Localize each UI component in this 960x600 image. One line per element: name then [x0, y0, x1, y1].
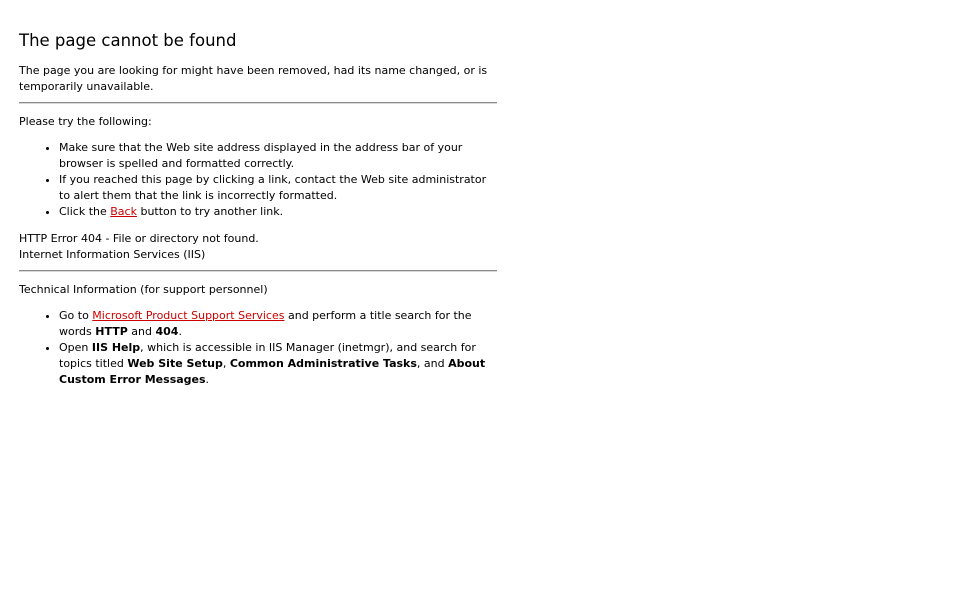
- tech-help-and: , and: [416, 357, 449, 370]
- error-code: HTTP Error 404 - File or directory not found.: [19, 232, 259, 245]
- suggestion-go-back-post: button to try another link.: [136, 205, 284, 218]
- tech-support-and: and: [127, 325, 156, 338]
- error-page: [19, 30, 497, 399]
- tech-help-end: .: [205, 373, 210, 386]
- suggestion-check-address: • Make sure that the Web site address displayed in the address bar of your browser is spelled and formatted correctly.: [59, 140, 497, 172]
- suggestion-go-back-pre: Click the: [59, 205, 111, 218]
- suggestion-go-back: [59, 204, 497, 220]
- intro-text: The page you are looking for might have been removed, had its name changed, or is temporarily unavailable.: [19, 64, 488, 93]
- tech-help-mid: , which is accessible in IIS Manager (inetmgr), and search for topics titled: [59, 341, 476, 370]
- tech-support-mid: and perform a title search for the words: [59, 309, 472, 338]
- tech-item-support: [59, 308, 497, 340]
- try-heading: Please try the following:: [19, 115, 152, 128]
- tech-support-end: .: [178, 325, 182, 338]
- keyword-common-admin-tasks: Common Administrative Tasks: [229, 357, 417, 370]
- server-name: Internet Information Services (IIS): [19, 248, 206, 261]
- tech-support-pre: Go to: [59, 309, 93, 322]
- divider-bottom: [19, 270, 497, 272]
- keyword-iis-help: IIS Help: [91, 341, 141, 354]
- back-link[interactable]: Back: [110, 205, 137, 218]
- divider-top: [19, 102, 497, 104]
- keyword-404: 404: [155, 325, 179, 338]
- suggestion-list: [19, 140, 497, 220]
- keyword-custom-error-messages: About Custom Error Messages: [59, 357, 486, 386]
- tech-item-iis-help: [59, 340, 497, 388]
- keyword-http: HTTP: [95, 325, 128, 338]
- microsoft-support-link[interactable]: Microsoft Product Support Services: [92, 309, 285, 322]
- error-info: [19, 231, 497, 263]
- keyword-web-site-setup: Web Site Setup: [127, 357, 223, 370]
- tech-help-sep: ,: [222, 357, 230, 370]
- tech-list: [19, 308, 497, 388]
- tech-help-pre: Open: [59, 341, 92, 354]
- page-title: The page cannot be found: [19, 31, 237, 50]
- suggestion-contact-admin: • If you reached this page by clicking a link, contact the Web site administrator to alert them that the link is incorrectly formatted.: [59, 172, 497, 204]
- tech-heading: Technical Information (for support personnel): [19, 283, 268, 296]
